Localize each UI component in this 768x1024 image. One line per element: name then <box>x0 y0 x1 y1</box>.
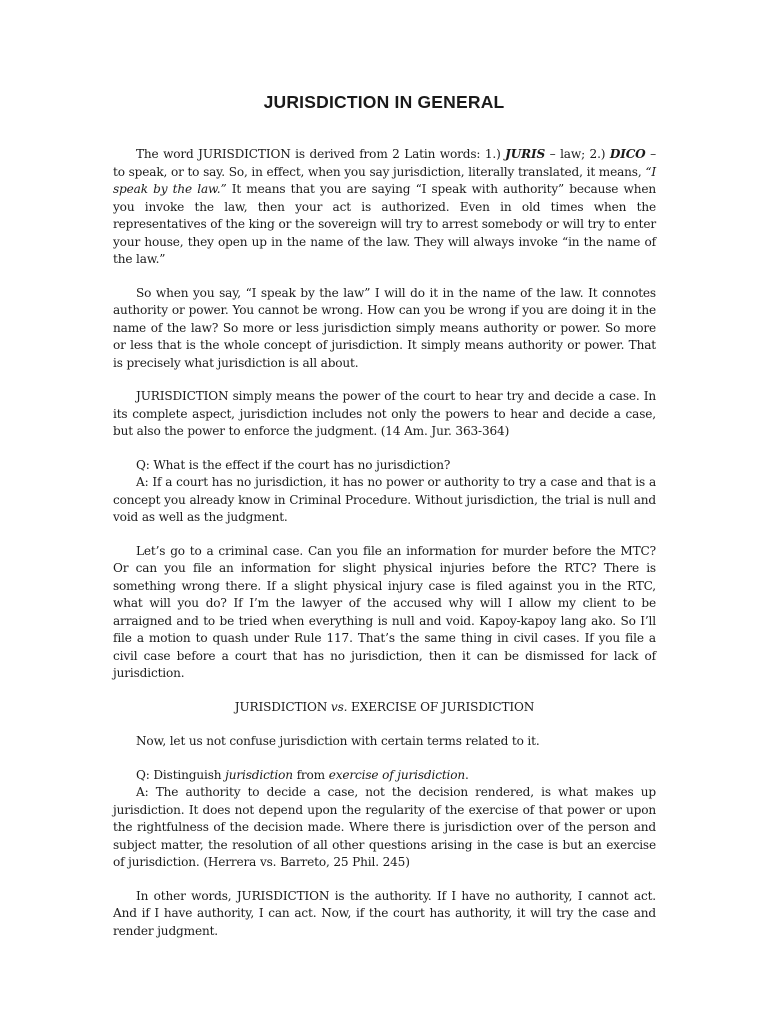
heading-left: JURISDICTION <box>234 699 331 714</box>
latin-word-dico: DICO <box>609 147 646 161</box>
answer-effect-no-jurisdiction: A: If a court has no jurisdiction, it has no power or authority to try a case and that is a concept you already know in Criminal Procedure. Without jurisdiction, the trial is null and void as well as the judgment. <box>113 475 656 524</box>
quote-i-speak-by-the-law: “I speak by the law.” <box>113 164 656 196</box>
text-run: – to speak, or to say. So, in effect, when you say jurisdiction, literally translated, it means, <box>113 147 657 179</box>
paragraph-etymology <box>113 146 656 269</box>
latin-word-juris: JURIS <box>505 147 546 161</box>
text-run: The word JURISDICTION is derived from 2 Latin words: 1.) <box>136 147 506 161</box>
term-jurisdiction: jurisdiction <box>225 767 293 782</box>
paragraph-conclusion: In other words, JURISDICTION is the authority. If I have no authority, I cannot act. And if I have authority, I can act. Now, if the court has authority, it will try the case and render judgment. <box>113 888 656 938</box>
paragraph-definition: JURISDICTION simply means the power of the court to hear try and decide a case. In its complete aspect, jurisdiction includes not only the powers to hear and decide a case, but also the power to enforce the judgment. (14 Am. Jur. 363-364) <box>113 389 656 438</box>
paragraph-authority: So when you say, “I speak by the law” I will do it in the name of the law. It connotes authority or power. You cannot be wrong. How can you be wrong if you are doing it in the name of the law? So more or less jurisdiction simply means authority or power. So more or less that is the whole concept of jurisdiction. It simply means authority or power. That is precisely what jurisdiction is all about. <box>113 285 656 370</box>
answer-distinguish: A: The authority to decide a case, not the decision rendered, is what makes up jurisdiction. It does not depend upon the regularity of the exercise of that power or upon the rightfulness of the decision made. Where there is jurisdiction over of the person and subject matter, the resolution of all other questions arising in the case is but an exercise of jurisdiction. (Herrera vs. Barreto, 25 Phil. 245) <box>113 785 656 869</box>
document-body <box>113 146 656 956</box>
text-run: Q: Distinguish <box>136 767 226 782</box>
question-effect-no-jurisdiction: Q: What is the effect if the court has no jurisdiction? <box>136 457 451 472</box>
text-run: . <box>465 767 469 782</box>
text-run: It means that you are saying “I speak with authority” because when you invoke the law, then your act is authorized. Even in old times when the representatives of the king or the sovereign will try to arrest somebody or will try to enter your house, they open up in the name of the law. They will always invoke “in the name of the law.” <box>113 182 656 266</box>
paragraph-do-not-confuse: Now, let us not confuse jurisdiction with certain terms related to it. <box>136 734 540 748</box>
text-run: – law; 2.) <box>545 147 610 161</box>
question-distinguish <box>113 767 656 785</box>
heading-vs: vs. <box>330 699 348 714</box>
text-run: from <box>292 767 329 782</box>
paragraph-criminal-case: Let’s go to a criminal case. Can you file an information for murder before the MTC? Or can you file an information for slight physical injuries before the RTC? There is something wrong there. If a slight physical injury case is filed against you in the RTC, what will you do? If I’m the lawyer of the accused why will I allow my client to be arraigned and to be tried when everything is null and void. Kapoy-kapoy lang ako. So I’ll file a motion to quash under Rule 117. That’s the same thing in civil cases. If you file a civil case before a court that has no jurisdiction, then it can be dismissed for lack of jurisdiction. <box>113 543 656 680</box>
page-title: JURISDICTION IN GENERAL <box>263 92 505 112</box>
term-exercise-of-jurisdiction: exercise of jurisdiction <box>328 767 466 782</box>
heading-right: EXERCISE OF JURISDICTION <box>347 699 535 714</box>
section-heading <box>113 699 656 717</box>
